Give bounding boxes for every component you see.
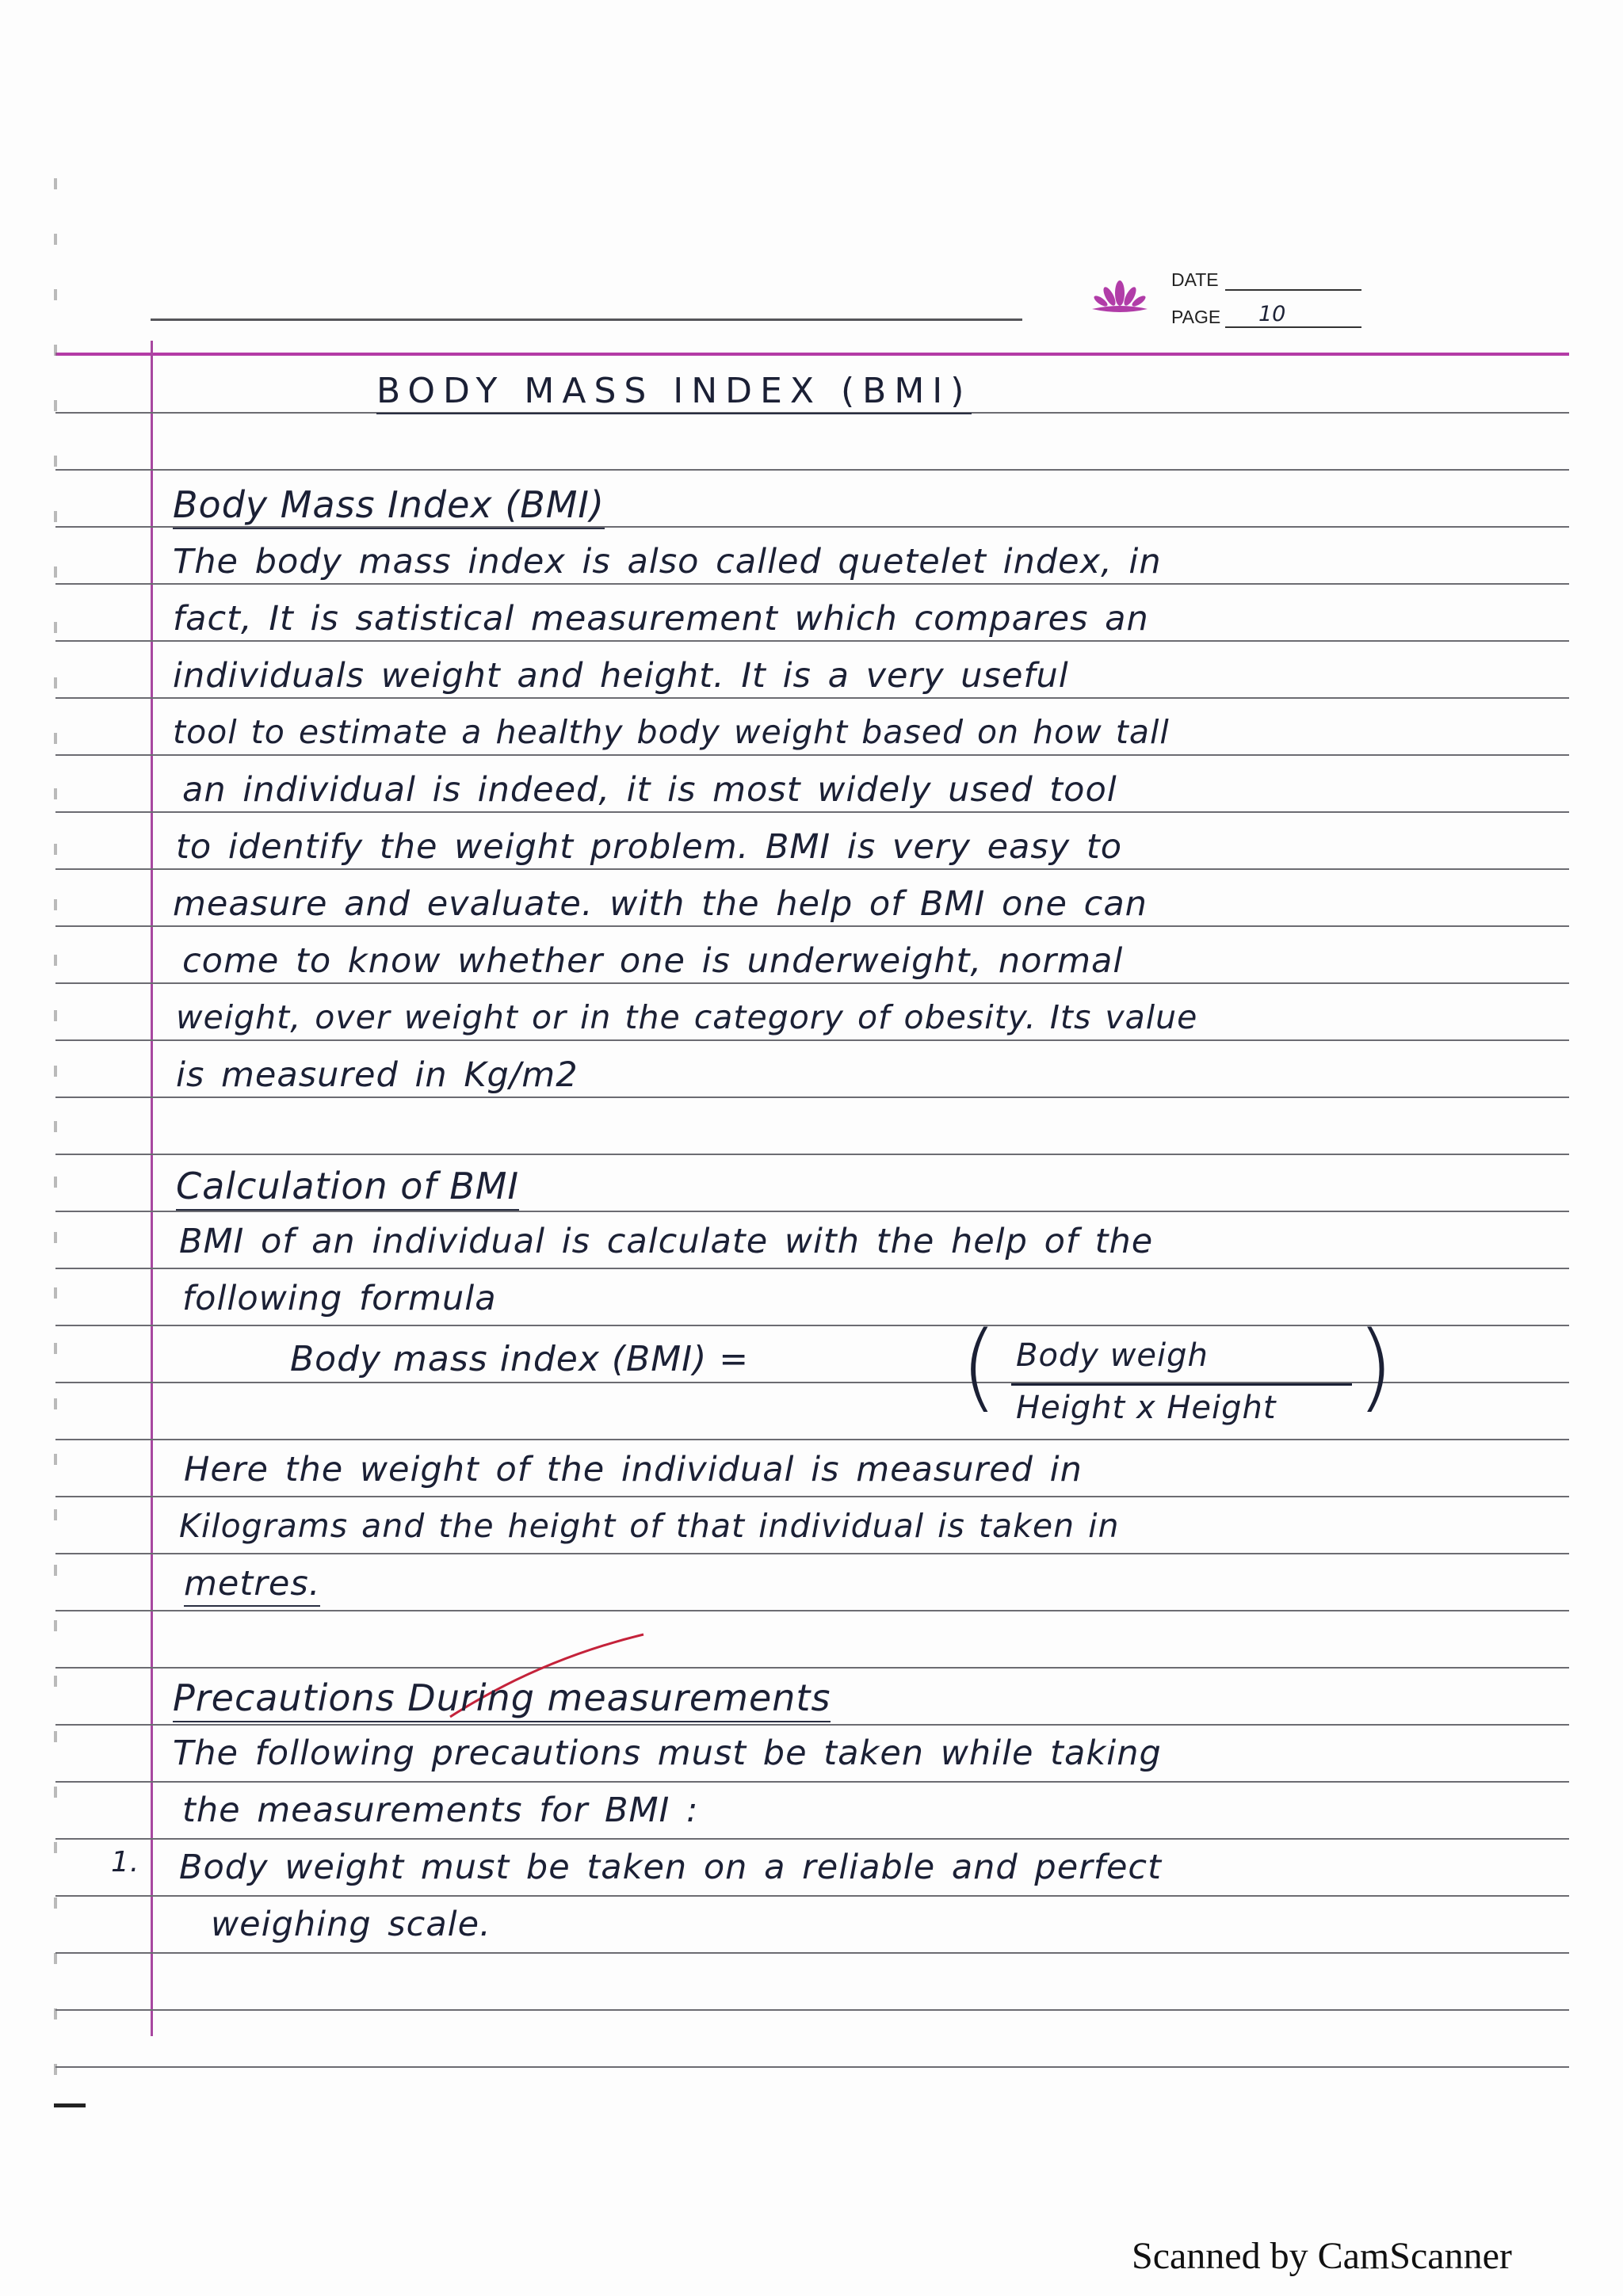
formula-denominator: Height x Height [1016,1390,1277,1426]
ruled-line [55,1724,1569,1726]
text-line: measure and evaluate. with the help of BMI one can [173,884,1148,924]
ruled-line [55,697,1569,699]
header-pink-rule [55,353,1569,356]
text-line: Here the weight of the individual is measured in [184,1450,1083,1489]
text-line: Kilograms and the height of that individual is taken in [179,1507,1120,1545]
ruled-line [55,1039,1569,1041]
ruled-line [55,1781,1569,1783]
date-field [1171,269,1361,291]
list-marker: 1. [111,1846,140,1878]
header-rule [151,318,1022,321]
formula-lhs: Body mass index (BMI) = [290,1339,750,1379]
text-line: metres. [184,1564,320,1604]
ruled-line [55,583,1569,585]
ruled-line [55,2009,1569,2011]
binding-edge [54,178,57,2103]
formula-left-paren: ( [960,1312,998,1422]
text-line: tool to estimate a healthy body weight based on how tall [173,713,1170,751]
ruled-line [55,1496,1569,1497]
ruled-line [55,1154,1569,1155]
ruled-line [55,1211,1569,1212]
ruled-line [55,811,1569,813]
text-line: The body mass index is also called quetelet index, in [173,542,1162,582]
list-item-line: weighing scale. [211,1905,491,1944]
text-line: to identify the weight problem. BMI is very easy to [176,827,1123,867]
text-line: the measurements for BMI : [182,1791,699,1830]
text-line: weight, over weight or in the category of obesity. Its value [176,998,1198,1036]
section-heading-calculation: Calculation of BMI [176,1165,519,1207]
ruled-line [55,640,1569,642]
list-item-line: Body weight must be taken on a reliable and perfect [179,1848,1162,1887]
text-line: come to know whether one is underweight, normal [182,941,1124,981]
section-heading-precautions: Precautions During measurements [173,1676,831,1719]
formula-numerator: Body weigh [1016,1337,1209,1374]
page-field [1171,302,1361,328]
ruled-line [55,868,1569,870]
ruled-line [55,2066,1569,2068]
page-label: PAGE [1171,307,1221,327]
lotus-icon [1087,276,1152,315]
ruled-line [55,982,1569,984]
text-line: BMI of an individual is calculate with the help of the [179,1222,1154,1261]
text-line: fact, It is satistical measurement which compares an [173,599,1149,639]
section-heading-bmi: Body Mass Index (BMI) [173,483,605,526]
text-line: individuals weight and height. It is a very useful [173,656,1069,696]
ruled-line [55,1553,1569,1554]
ruled-line [55,754,1569,756]
ruled-line [55,1439,1569,1440]
ruled-line [55,1895,1569,1897]
date-label: DATE [1171,269,1219,290]
text-line: The following precautions must be taken while taking [173,1733,1162,1773]
formula-right-paren: ) [1357,1312,1394,1422]
text-line: an individual is indeed, it is most widely used tool [182,770,1117,810]
text-line: following formula [182,1279,497,1318]
ruled-line [55,925,1569,927]
page-number: 10 [1258,302,1286,326]
scanner-watermark: Scanned by CamScanner [1132,2235,1512,2277]
ruled-line [55,1838,1569,1840]
ruled-line [55,1325,1569,1326]
ruled-line [55,1097,1569,1098]
page-title: BODY MASS INDEX (BMI) [376,371,972,411]
text-line: is measured in Kg/m2 [176,1055,579,1095]
fraction-bar [1011,1383,1352,1386]
ruled-line [55,1268,1569,1269]
binding-notch [54,2103,86,2107]
ruled-line [55,1667,1569,1669]
ruled-line [55,1610,1569,1611]
ruled-line [55,1952,1569,1954]
ruled-line [55,469,1569,471]
date-value [1225,270,1361,291]
